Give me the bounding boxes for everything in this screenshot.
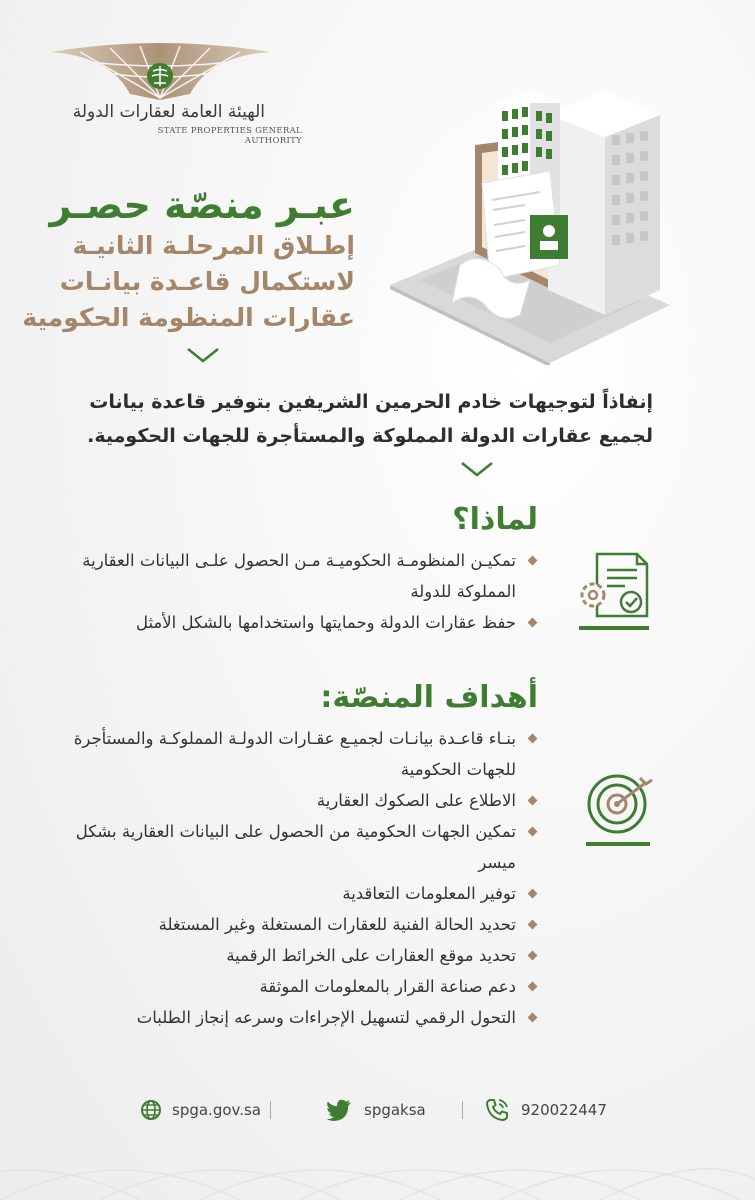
headline-line-2: إطـلاق المرحلـة الثانيـة xyxy=(72,231,355,260)
chevron-down-icon xyxy=(186,346,220,364)
logo-name-arabic: الهيئة العامة لعقارات الدولة xyxy=(72,102,265,122)
building-laptop-illustration xyxy=(390,75,690,365)
logo-emblem-icon xyxy=(40,38,280,102)
why-title: لماذا؟ xyxy=(452,502,538,537)
goals-title: أهداف المنصّة: xyxy=(320,680,538,715)
goals-list xyxy=(68,723,538,1033)
website-text: spga.gov.sa xyxy=(172,1101,262,1119)
intro-text: إنفاذاً لتوجيهات خادم الحرمين الشريفين بتوفير قاعدة بيانات لجميع عقارات الدولة المملوكة والمستأجرة للجهات الحكومية. xyxy=(87,391,653,447)
headline-line-4: عقارات المنظومة الحكومية xyxy=(22,303,355,332)
headline-line-3: لاستكمال قاعـدة بيانـات xyxy=(59,267,355,296)
list-item: دعم صناعة القرار بالمعلومات الموثقة xyxy=(68,971,538,1002)
list-item: تمكيـن المنظومـة الحكوميـة مـن الحصول علـى البيانات العقارية المملوكة للدولة xyxy=(68,545,538,607)
twitter-link[interactable] xyxy=(326,1095,426,1125)
separator xyxy=(270,1101,271,1119)
twitter-icon xyxy=(326,1099,352,1121)
list-item: التحول الرقمي لتسهيل الإجراءات وسرعه إنجاز الطلبات xyxy=(68,1002,538,1033)
list-item: بنـاء قاعـدة بيانـات لجميـع عقـارات الدولـة المملوكـة والمستأجرة للجهات الحكومية xyxy=(68,723,538,785)
phone-link[interactable] xyxy=(485,1095,607,1125)
logo-name-english: STATE PROPERTIES GENERAL AUTHORITY xyxy=(157,126,302,146)
phone-number: 920022447 xyxy=(521,1101,607,1119)
headline-line-1: عبـر منصّة حصـر xyxy=(49,183,355,227)
twitter-handle: spgaksa xyxy=(364,1101,426,1119)
why-list xyxy=(68,545,538,638)
list-item: تحديد الحالة الفنية للعقارات المستغلة وغير المستغلة xyxy=(68,909,538,940)
list-item: توفير المعلومات التعاقدية xyxy=(68,878,538,909)
list-item: تحديد موقع العقارات على الخرائط الرقمية xyxy=(68,940,538,971)
globe-icon xyxy=(140,1099,162,1121)
logo xyxy=(40,38,302,148)
list-item: حفظ عقارات الدولة وحمايتها واستخدامها بالشكل الأمثل xyxy=(68,607,538,638)
document-gear-icon xyxy=(575,550,655,635)
decorative-pattern xyxy=(0,1140,755,1200)
headline xyxy=(15,182,355,336)
target-icon xyxy=(582,768,657,850)
list-item: الاطلاع على الصكوك العقارية xyxy=(68,785,538,816)
list-item: تمكين الجهات الحكومية من الحصول على البيانات العقارية بشكل ميسر xyxy=(68,816,538,878)
phone-icon xyxy=(485,1098,509,1122)
separator xyxy=(462,1101,463,1119)
chevron-down-icon xyxy=(460,460,494,478)
website-link[interactable] xyxy=(140,1095,261,1125)
footer-contacts xyxy=(140,1095,620,1125)
